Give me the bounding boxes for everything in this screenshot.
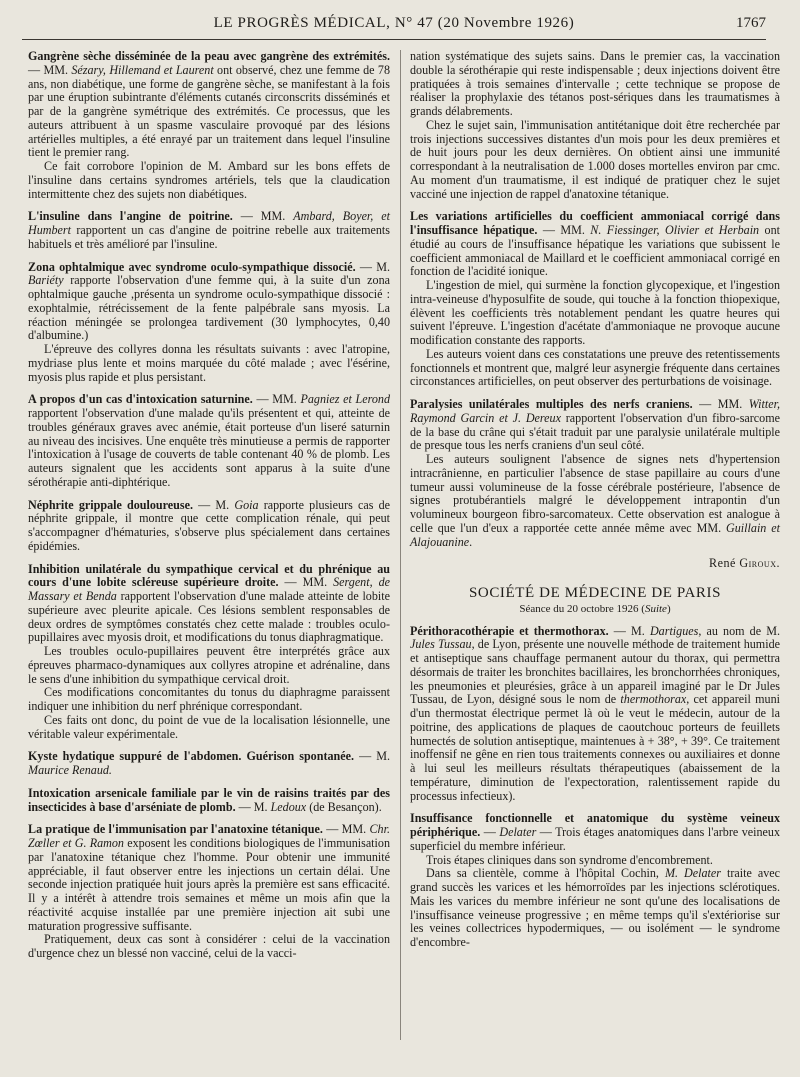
section-heading: SOCIÉTÉ DE MÉDECINE DE PARIS (468, 585, 722, 601)
paragraph: Pratiquement, deux cas sont à considérer : celui de la vaccination d'urgence chez un blessé non vacciné, celui de la vacci- (28, 932, 390, 960)
article-body: rapportent l'observation d'une malade atteinte de lobite supérieure avec pleurite apicale. Ces lésions semblent responsables de deux ordres de symptômes constatés chez cette malade : troubles oculo-pupillaires avec myosis droit, et modifications du tonus diaphragmatique. (28, 589, 390, 645)
article-body: rapportent l'observation d'une malade qu'ils présentent et qui, atteinte de troubles généraux graves avec anémie, était porteuse d'un liseré saturnin au niveau des incisives. Une enquête très minutieuse a permis de rapporter l'intoxication à l'usage de couverts de table contenant 40 % de plomb. Les auteurs signalent que les accidents sont apparus à la suite d'une sérothérapie anti-diphtérique. (28, 406, 390, 489)
paragraph: Les auteurs soulignent l'absence de signes nets d'hypertension intracrânienne, en particulier l'absence de stase papillaire au cours d'une tumeur aussi volumineuse de la fosse cérébrale postérieure, l'absence de signes protubérantiels malgré le développement intrapontin d'un volumineux bourgeon fibro-sarcomateux. Cette observation est analogue à celle que l'un d'eux a rapportée cette année même avec MM. Guillain et Alajouanine. (410, 452, 780, 549)
article-nephrite: Néphrite grippale douloureuse. — M. Goia rapporte plusieurs cas de néphrite grippale, il montre que cette complication rénale, qui peut s'accompagner d'hématuries, s'observe plus spécialement dans certaines épidémies. (28, 497, 390, 553)
authors: Ambard, Boyer, et Humbert (28, 209, 390, 237)
article-zona: Zona ophtalmique avec syndrome oculo-sympathique dissocié. — M. Bariéty rapporte l'observation d'une femme qui, à la suite d'un zona ophtalmique gauche ,présenta un syndrome oculo-sympathique dissocié : exophtalmie, rétrécissement de la fente palpébrale sans myosis. La réaction méningée se prolongea tardivement (30 lymphocytes, 0,40 d'albumine.) (28, 259, 390, 343)
article-title: Néphrite grippale douloureuse. (28, 497, 193, 512)
article-arsenic: Intoxication arsenicale familiale par le vin de raisins traités par des insecticides à base d'arséniate de plomb. — M. Ledoux (de Besançon). (28, 785, 390, 814)
paragraph: Ces modifications concomitantes du tonus du diaphragme paraissent indiquer une inhibition du nerf phrénique correspondant. (28, 685, 390, 713)
authors: Goia (234, 497, 259, 512)
article-gangrene: Gangrène sèche disséminée de la peau avec gangrène des extrémités. — MM. Sézary, Hillemand et Laurent ont observé, chez une femme de 78 ans, non diabétique, une forme de gangrène sèche, se manifestant à la fois par une éruption subintrante d'éléments cutanés circonscrits disséminés et par de la gangrène symétrique des extrémités. Ce processus, que les auteurs attribuent à un spasme vasculaire provoqué par des lésions artérielles multiples, a été enrayé par un traitement dans lequel l'insuline tient le premier rang. (28, 49, 391, 160)
article-title: Insuffisance fonctionnelle et anatomique du système veineux périphérique. (410, 811, 780, 839)
article-title: Paralysies unilatérales multiples des nerfs craniens. (410, 397, 693, 411)
authors: N. Fiessinger, Olivier et Herbain (590, 223, 760, 237)
article-title: Intoxication arsenicale familiale par le vin de raisins traités par des insecticides à base d'arséniate de plomb. (28, 785, 390, 814)
article-kyste: Kyste hydatique suppuré de l'abdomen. Guérison spontanée. — M. Maurice Renaud. (28, 749, 390, 777)
article-title: La pratique de l'immunisation par l'anatoxine tétanique. (28, 822, 323, 837)
authors: Guillain et Alajouanine (410, 520, 780, 549)
authors: Maurice Renaud. (28, 763, 112, 777)
signature: René Giroux. (709, 556, 780, 571)
authors: Dartigues (649, 623, 699, 638)
article-body: rapportent un cas d'angine de poitrine rebelle aux traitements habituels et très amélioré par l'insuline. (28, 223, 390, 251)
article-saturnine: A propos d'un cas d'intoxication saturnine. — MM. Pagniez et Lerond rapportent l'observation d'une malade qu'ils présentent et qui, atteinte de troubles généraux graves avec anémie, était porteuse d'un liseré saturnin au niveau des incisives. Une enquête très minutieuse a permis de rapporter l'intoxication à l'usage de couverts de table contenant 40 % de plomb. Les auteurs signalent que les accidents sont apparus à la suite d'une sérothérapie anti-diphtérique. (28, 392, 390, 489)
page-number: 1767 (736, 15, 766, 31)
authors: Bariéty (28, 273, 64, 288)
article-thermothorax: Périthoracothérapie et thermothorax. — M. Dartigues, au nom de M. Jules Tussau, de Lyon, présente une nouvelle méthode de traitement humide et antiseptique sans chauffage permanent autour du thorax, qui permettra désormais de traiter les bronchites bacillaires, les bronchorrhées chroniques, les pneumonies et pleurésies, grâce à un appareil imaginé par le Dr Jules Tussau, de Lyon, désigné sous le nom de thermothorax, cet appareil muni d'un thermostat électrique permet là où le veut le médecin, autour de la poitrine, des applications de plaques de caoutchouc porteurs de feuillets humectés de solution antiseptique, maintenues à + 38°, + 39°. Ce traitement inoffensif ne gêne en rien tous traitements connexes ou auxiliaires et donne à lui seul les meilleurs résultats thérapeutiques (abaissement de la température, diminution de l'expectoration, ralentissement rapide du processus infectieux). (410, 623, 780, 803)
article-body: rapporte l'observation d'une femme qui, à la suite d'un zona ophtalmique gauche ,présenta un syndrome oculo-sympathique dissocié : exophtalmie, rétrécissement de la fente palpébrale sans myosis. La réaction méningée se prolongea tardivement (30 lymphocytes, 0,40 d'albumine.) (28, 273, 390, 343)
article-coefficient: Les variations artificielles du coefficient ammoniacal corrigé dans l'insuffisance hépatique. — MM. N. Fiessinger, Olivier et Herbain ont étudié au cours de l'insuffisance hépatique les variations que subissent le coefficient ammoniacal de Maillard et le coefficient ammoniacal corrigé en fonction de l'acidité ionique. (410, 209, 780, 279)
paragraph: nation systématique des sujets sains. Dans le premier cas, la vaccination double la sérothérapie qui reste indispensable ; deux injections doivent être pratiquées à trois semaines d'intervalle ; cette technique se propose de réaliser la prophylaxie des tétanos post-sériques dans les traumatismes à grands délabrements. (410, 49, 780, 118)
paragraph: L'ingestion de miel, qui surmène la fonction glycopexique, et l'ingestion intra-veineuse d'hyposulfite de soude, qui touche à la fonction thiopexique, élèvent les coefficients très notablement pendant les quatre heures qui suivent l'épreuve. L'ingestion d'acétate d'ammoniaque ne provoque aucune modification constante des rapports. (410, 278, 780, 347)
article-inhibition: Inhibition unilatérale du sympathique cervical et du phrénique au cours d'une lobite scléreuse supérieure droite. — MM. Sergent, de Massary et Benda rapportent l'observation d'une malade atteinte de lobite supérieure avec pleurite apicale. Ces lésions semblent responsables de deux ordres de symptômes constatés chez cette malade : troubles oculo-pupillaires avec myosis droit, et modifications du tonus diaphragmatique. (28, 561, 390, 645)
paragraph: L'épreuve des collyres donna les résultats suivants : avec l'atropine, mydriase plus lente et moins marquée du côté malade ; avec l'ésérine, myosis plus rapide et plus persistant. (28, 342, 390, 384)
article-title: L'insuline dans l'angine de poitrine. (28, 209, 233, 224)
article-insuline: L'insuline dans l'angine de poitrine. — MM. Ambard, Boyer, et Humbert rapportent un cas d'angine de poitrine rebelle aux traitements habituels et très amélioré par l'insuline. (28, 209, 390, 251)
article-body: rapportent l'observation d'un fibro-sarcome de la base du crâne qui s'était traduit par une paralysie unilatérale multiple de presque tous les nerfs craniens d'un seul côté. (410, 410, 780, 453)
article-paralysies: Paralysies unilatérales multiples des nerfs craniens. — MM. Witter, Raymond Garcin et J. Dereux rapportent l'observation d'un fibro-sarcome de la base du crâne qui s'était traduit par une paralysie unilatérale multiple de presque tous les nerfs craniens d'un seul côté. (410, 397, 780, 453)
authors: Witter, Raymond Garcin et J. Dereux (410, 397, 780, 425)
article-title: Périthoracothérapie et thermothorax. (410, 623, 609, 638)
column-divider (400, 50, 401, 1040)
paragraph: Ces faits ont donc, du point de vue de la localisation lésionnelle, une véritable valeur expérimentale. (28, 712, 390, 741)
running-header (22, 13, 766, 40)
article-title: A propos d'un cas d'intoxication saturnine. (28, 392, 253, 407)
authors: Ledoux (270, 799, 307, 814)
article-anatoxine: La pratique de l'immunisation par l'anatoxine tétanique. — MM. Chr. Zœller et G. Ramon exposent les conditions biologiques de l'immunisation par l'anatoxine tétanique chez l'homme. Pour obtenir une immunité appréciable, il faut observer entre les injections un certain délai. Une seconde injection pratiquée huit jours après la première est sans efficacité. Il y a intérêt à attendre trois semaines et même un mois afin que la réactivité acquise installée par une première injection ait subi une maturation progressive suffisante. (28, 822, 390, 933)
paragraph: Les troubles oculo-pupillaires peuvent être interprétés grâce aux épreuves pharmaco-dynamiques aux collyres atropine et adrénaline, dans le sens d'une inhibition du sympathique cervical droit. (28, 644, 390, 686)
authors: Pagniez et Lerond (300, 392, 390, 407)
right-column (410, 50, 780, 950)
article-title: Gangrène sèche disséminée de la peau avec gangrène des extrémités. (28, 49, 390, 63)
article-body: rapporte plusieurs cas de néphrite grippale, il montre que cette complication rénale, qui peut s'accompagner d'hématuries, s'observe plus spécialement dans certaines épidémies. (28, 497, 390, 553)
article-title: Kyste hydatique suppuré de l'abdomen. Guérison spontanée. (28, 749, 355, 764)
paragraph: Trois étapes cliniques dans son syndrome d'encombrement. (426, 852, 713, 867)
paragraph: Ce fait corrobore l'opinion de M. Ambard sur les bons effets de l'insuline dans certains syndromes artériels, tels que la claudication intermittente chez des sujets non diabétiques. (28, 159, 391, 201)
authors: Sézary, Hillemand et Laurent (71, 62, 214, 77)
article-body: exposent les conditions biologiques de l'immunisation par l'anatoxine tétanique chez l'homme. Pour obtenir une immunité appréciable, il faut observer entre les injections un certain délai. Une seconde injection pratiquée huit jours après la première est sans efficacité. Il y a intérêt à attendre trois semaines et même un mois afin que la réactivité acquise installée par une première injection ait subi une maturation progressive suffisante. (28, 836, 390, 933)
article-insuffisance-veineuse: Insuffisance fonctionnelle et anatomique du système veineux périphérique. — Delater — Trois étages anatomiques dans l'arbre veineux superficiel du membre inférieur. (410, 811, 781, 853)
paragraph: Chez le sujet sain, l'immunisation antitétanique doit être recherchée par trois injections successives distantes d'un mois pour les deux premières et de huit jours pour les deux dernières. On obtient ainsi une immunité correspondant à la neutralisation de 1.000 doses mortelles environ par cmc. Au moment d'un traumatisme, il est indiqué de pratiquer chez le sujet vacciné une injection de rappel d'anatoxine tétanique. (410, 117, 780, 201)
article-title: Les variations artificielles du coefficient ammoniacal corrigé dans l'insuffisance hépatique. (410, 209, 780, 237)
journal-title: LE PROGRÈS MÉDICAL, N° 47 (20 Novembre 1926) (213, 15, 575, 31)
article-body: ont étudié au cours de l'insuffisance hépatique les variations que subissent le coefficient ammoniacal de Maillard et le coefficient ammoniacal corrigé en fonction de l'acidité ionique. (410, 223, 780, 279)
authors: Chr. Zœller et G. Ramon (28, 822, 390, 850)
session-date: Séance du 20 octobre 1926 (Suite) (519, 602, 671, 615)
left-column (28, 50, 390, 961)
article-body: ont observé, chez une femme de 78 ans, non diabétique, une forme de gangrène sèche, se manifestant à la fois par une éruption subintrante d'éléments cutanés circonscrits disséminés et par de la gangrène symétrique des extrémités. Ce processus, que les auteurs attribuent à un spasme vasculaire provoqué par des lésions artérielles multiples, a été enrayé par un traitement dans lequel l'insuline tient le premier rang. (28, 62, 391, 160)
article-title: Zona ophtalmique avec syndrome oculo-sympathique dissocié. (28, 259, 356, 274)
paragraph: Les auteurs voient dans ces constatations une preuve des retentissements fonctionnels et montrent que, malgré leur asynergie fréquente dans certaines circonstances artificielles, on peut observer des perturbations de voisinage. (410, 346, 780, 389)
paragraph: Dans sa clientèle, comme à l'hôpital Cochin, M. Delater traite avec grand succès les varices et les hémorroïdes par les injections sclérotiques. Mais les varices du membre inférieur ne sont qu'une des localisations de l'insuffisance veineuse progressive ; en même temps qu'il s'extériorise sur les veines collectrices hypodermiques, — ou isolément — le syndrome d'encombre- (410, 866, 780, 949)
article-title: Inhibition unilatérale du sympathique cervical et du phrénique au cours d'une lobite scléreuse supérieure droite. (28, 561, 390, 590)
authors: Sergent, de Massary et Benda (28, 575, 390, 603)
authors: Delater (499, 825, 537, 839)
